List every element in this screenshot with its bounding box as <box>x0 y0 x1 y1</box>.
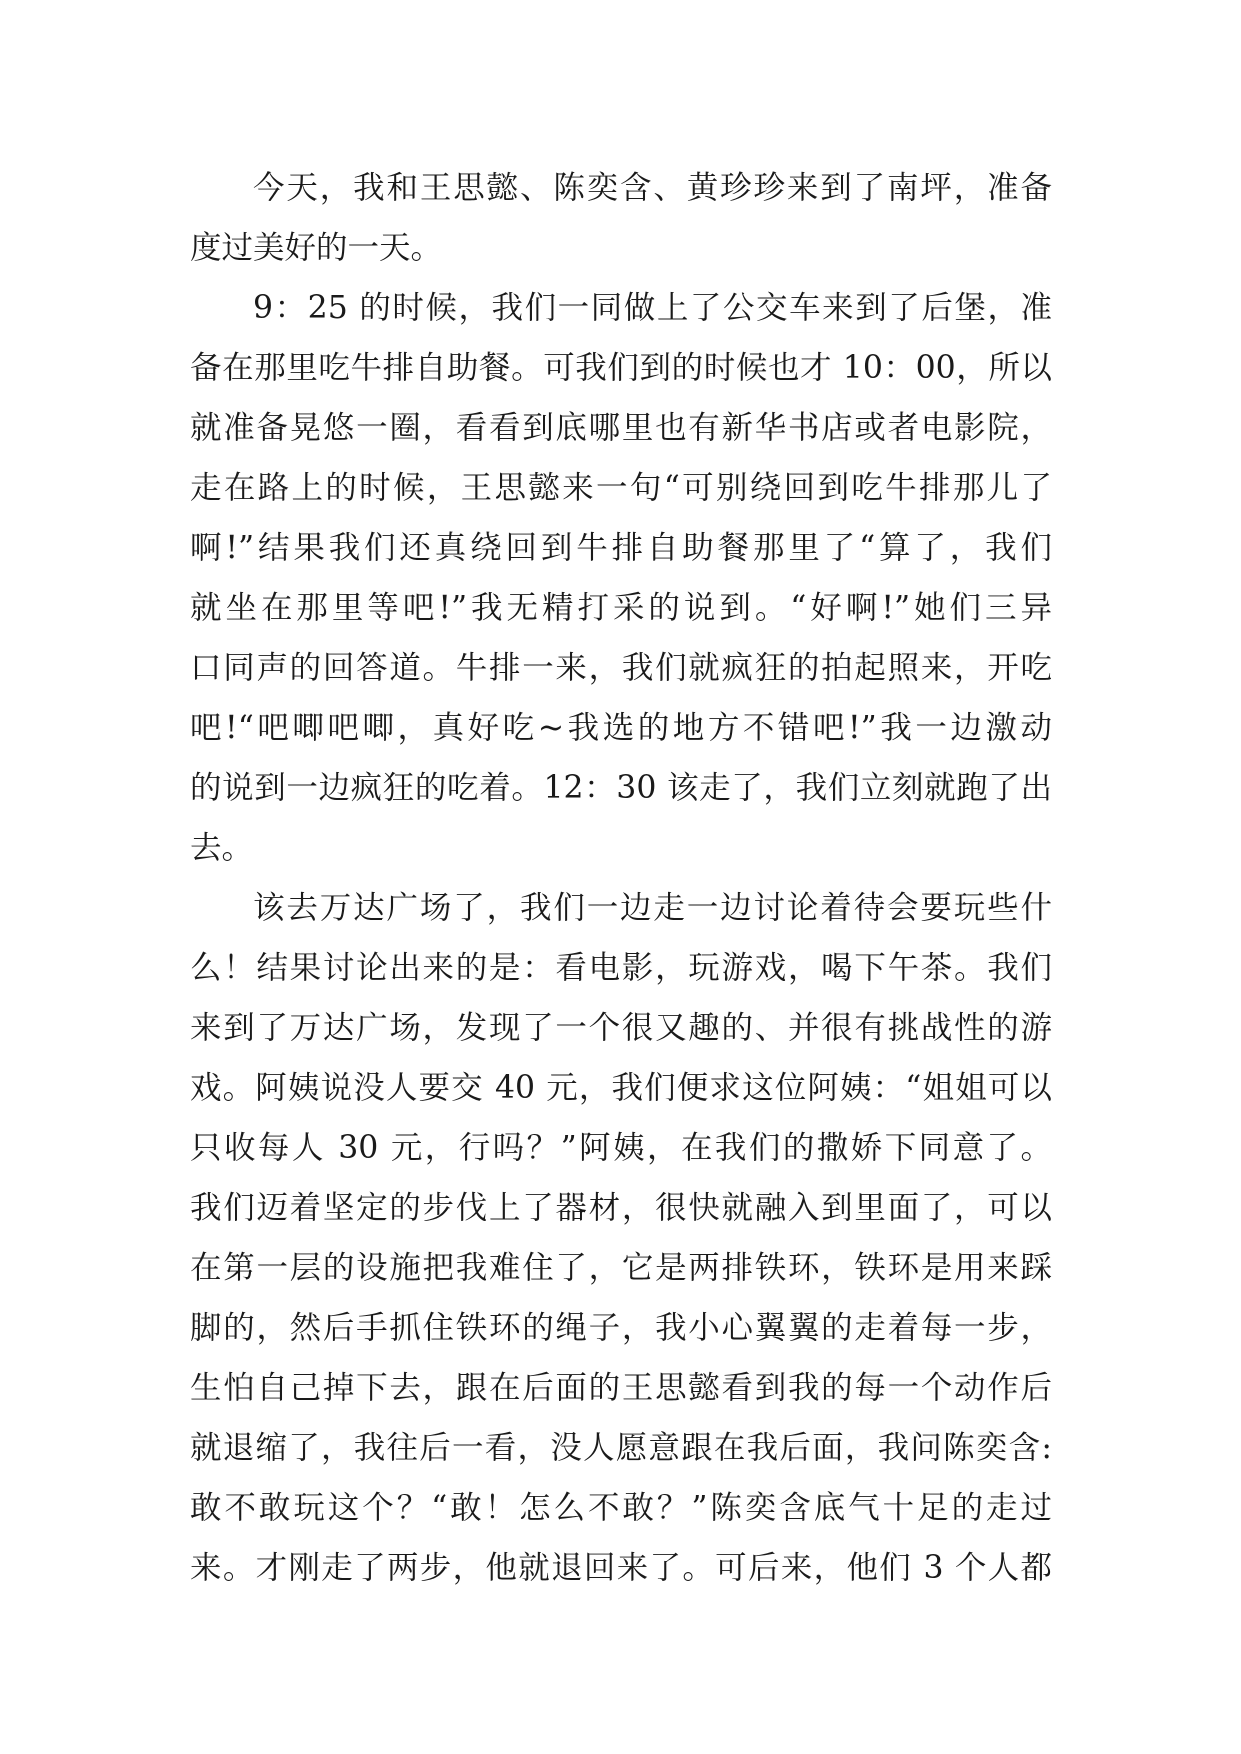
text-line: 来到了万达广场，发现了一个很又趣的、并很有挑战性的游 <box>190 1010 1052 1046</box>
text-line: 我们迈着坚定的步伐上了器材，很快就融入到里面了，可以 <box>190 1190 1052 1226</box>
text-line: 就退缩了，我往后一看，没人愿意跟在我后面，我问陈奕含: <box>190 1430 1052 1466</box>
paragraph <box>190 158 1052 278</box>
text-line: 9：25 的时候，我们一同做上了公交车来到了后堡，准 <box>253 290 1052 326</box>
text-line: 走在路上的时候，王思懿来一句“可别绕回到吃牛排那儿了 <box>190 470 1052 506</box>
document-body <box>190 158 1052 1598</box>
paragraph <box>190 878 1052 1598</box>
text-line: 在第一层的设施把我难住了，它是两排铁环，铁环是用来踩 <box>190 1250 1052 1286</box>
text-line: 今天，我和王思懿、陈奕含、黄珍珍来到了南坪，准备 <box>253 170 1052 206</box>
text-line: 的说到一边疯狂的吃着。12：30 该走了，我们立刻就跑了出 <box>190 770 1052 806</box>
text-line: 敢不敢玩这个？“敢！怎么不敢？”陈奕含底气十足的走过 <box>190 1490 1052 1526</box>
text-line: 该去万达广场了，我们一边走一边讨论着待会要玩些什 <box>253 890 1052 926</box>
text-line: 来。才刚走了两步，他就退回来了。可后来，他们 3 个人都 <box>190 1550 1052 1586</box>
text-line: 备在那里吃牛排自助餐。可我们到的时候也才 10：00，所以 <box>190 350 1052 386</box>
text-line: 口同声的回答道。牛排一来，我们就疯狂的拍起照来，开吃 <box>190 650 1052 686</box>
text-line: 戏。阿姨说没人要交 40 元，我们便求这位阿姨：“姐姐可以 <box>190 1070 1052 1106</box>
paragraph <box>190 278 1052 878</box>
text-line: 么！结果讨论出来的是：看电影，玩游戏，喝下午茶。我们 <box>190 950 1052 986</box>
text-line: 吧!“吧唧吧唧，真好吃~我选的地方不错吧!”我一边激动 <box>190 710 1052 746</box>
text-line: 就坐在那里等吧!”我无精打采的说到。“好啊!”她们三异 <box>190 590 1052 626</box>
text-line: 就准备晃悠一圈，看看到底哪里也有新华书店或者电影院， <box>190 410 1052 446</box>
text-line: 啊!”结果我们还真绕回到牛排自助餐那里了“算了，我们 <box>190 530 1052 566</box>
text-line: 生怕自己掉下去，跟在后面的王思懿看到我的每一个动作后 <box>190 1370 1052 1406</box>
text-line: 度过美好的一天。 <box>190 230 443 266</box>
text-line: 脚的，然后手抓住铁环的绳子，我小心翼翼的走着每一步， <box>190 1310 1052 1346</box>
text-line: 去。 <box>190 830 254 866</box>
text-line: 只收每人 30 元，行吗？”阿姨，在我们的撒娇下同意了。 <box>190 1130 1052 1166</box>
